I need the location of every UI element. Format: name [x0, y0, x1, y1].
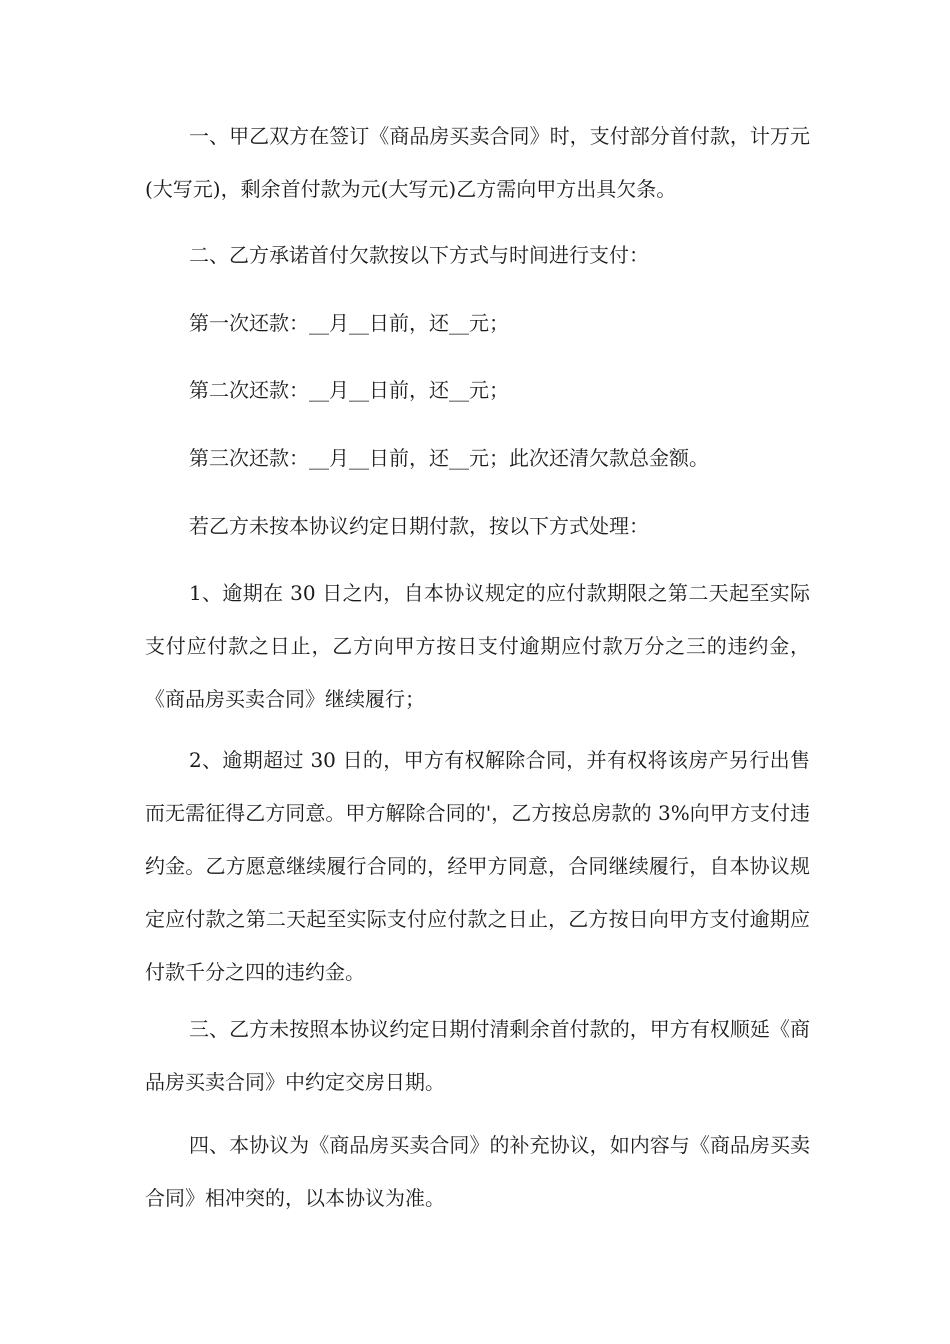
repayment-first-installment: 第一次还款：__月__日前，还__元；	[189, 311, 509, 335]
clause-1-down-payment: 一、甲乙双方在签订《商品房买卖合同》时，支付部分首付款，计万元(大写元)，剩余首付款为元(大写元)乙方需向甲方出具欠条。	[145, 124, 810, 201]
late-payment-heading: 若乙方未按本协议约定日期付款，按以下方式处理：	[189, 514, 649, 538]
clause-4-supplementary-agreement: 四、本协议为《商品房买卖合同》的补充协议，如内容与《商品房买卖合同》相冲突的，以本协议为准。	[145, 1133, 810, 1210]
late-payment-item-2: 2、逾期超过 30 日的，甲方有权解除合同，并有权将该房产另行出售而无需征得乙方同意。甲方解除合同的'，乙方按总房款的 3%向甲方支付违约金。乙方愿意继续履行合同的，经甲方同意，合同继续履行，自本协议规定应付款之第二天起至实际支付应付款之日止，乙方按日向甲方支付逾期应付款千分之四的违约金。	[145, 748, 810, 984]
repayment-second-installment: 第二次还款：__月__日前，还__元；	[189, 378, 509, 402]
clause-2-repayment-terms: 二、乙方承诺首付欠款按以下方式与时间进行支付：	[189, 243, 649, 267]
repayment-third-installment: 第三次还款：__月__日前，还__元；此次还清欠款总金额。	[189, 446, 709, 470]
clause-3-delivery-postponement: 三、乙方未按照本协议约定日期付清剩余首付款的，甲方有权顺延《商品房买卖合同》中约定交房日期。	[145, 1017, 810, 1094]
late-payment-item-1: 1、逾期在 30 日之内，自本协议规定的应付款期限之第二天起至实际支付应付款之日止，乙方向甲方按日支付逾期应付款万分之三的违约金，《商品房买卖合同》继续履行；	[145, 581, 810, 711]
